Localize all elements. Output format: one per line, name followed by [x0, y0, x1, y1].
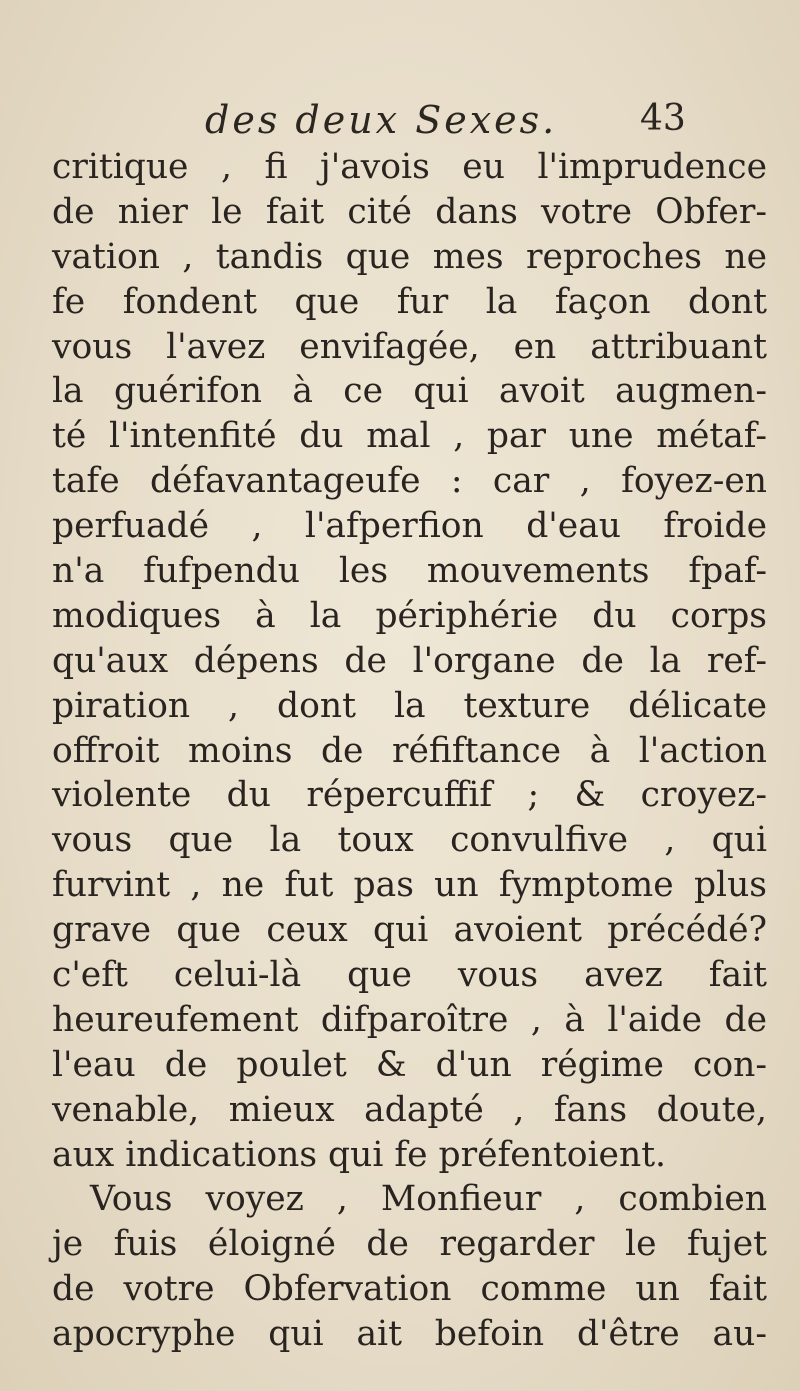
text-line: critique , fi j'avois eu l'imprudence: [52, 147, 767, 187]
page-number: 43: [640, 98, 686, 139]
text-line: violente du répercuffif ; & croyez-: [52, 775, 767, 816]
text-line: la guérifon à ce qui avoit augmen-: [52, 371, 767, 412]
text-line: de nier le fait cité dans votre Obfer-: [52, 191, 767, 232]
text-line: l'eau de poulet & d'un régime con-: [52, 1044, 767, 1085]
text-line: de votre Obfervation comme un fait: [52, 1269, 767, 1310]
text-line: furvint , ne fut pas un fymptome plus: [52, 865, 767, 906]
text-line: vous l'avez envifagée, en attribuant: [52, 326, 767, 367]
text-line: té l'intenfité du mal , par une métaf-: [52, 416, 767, 457]
page-header: [0, 98, 800, 148]
running-title: des deux Sexes.: [205, 98, 558, 142]
body-text: [52, 145, 767, 1357]
text-line: tafe défavantageufe : car , foyez-en: [52, 461, 767, 502]
text-line: vous que la toux convulfive , qui: [52, 820, 767, 861]
text-line: Vous voyez , Monfieur , combien: [90, 1179, 767, 1220]
text-line: vation , tandis que mes reproches ne: [52, 236, 767, 277]
text-line: je fuis éloigné de regarder le fujet: [52, 1224, 767, 1265]
text-line: qu'aux dépens de l'organe de la ref-: [52, 640, 767, 681]
text-line: offroit moins de réfiftance à l'action: [52, 730, 767, 771]
text-line: fe fondent que fur la façon dont: [52, 281, 767, 322]
text-line: perfuadé , l'afperfion d'eau froide: [52, 506, 767, 547]
text-line: n'a fufpendu les mouvements fpaf-: [52, 551, 767, 592]
text-line: apocryphe qui ait befoin d'être au-: [52, 1314, 767, 1355]
text-line: c'eft celui-là que vous avez fait: [52, 955, 767, 996]
text-line: venable, mieux adapté , fans doute,: [52, 1089, 767, 1130]
text-line: aux indications qui fe préfentoient.: [52, 1134, 667, 1175]
text-line: heureufement difparoître , à l'aide de: [52, 999, 767, 1040]
text-line: modiques à la périphérie du corps: [52, 595, 767, 636]
text-line: piration , dont la texture délicate: [52, 685, 767, 726]
text-line: grave que ceux qui avoient précédé?: [52, 910, 767, 951]
